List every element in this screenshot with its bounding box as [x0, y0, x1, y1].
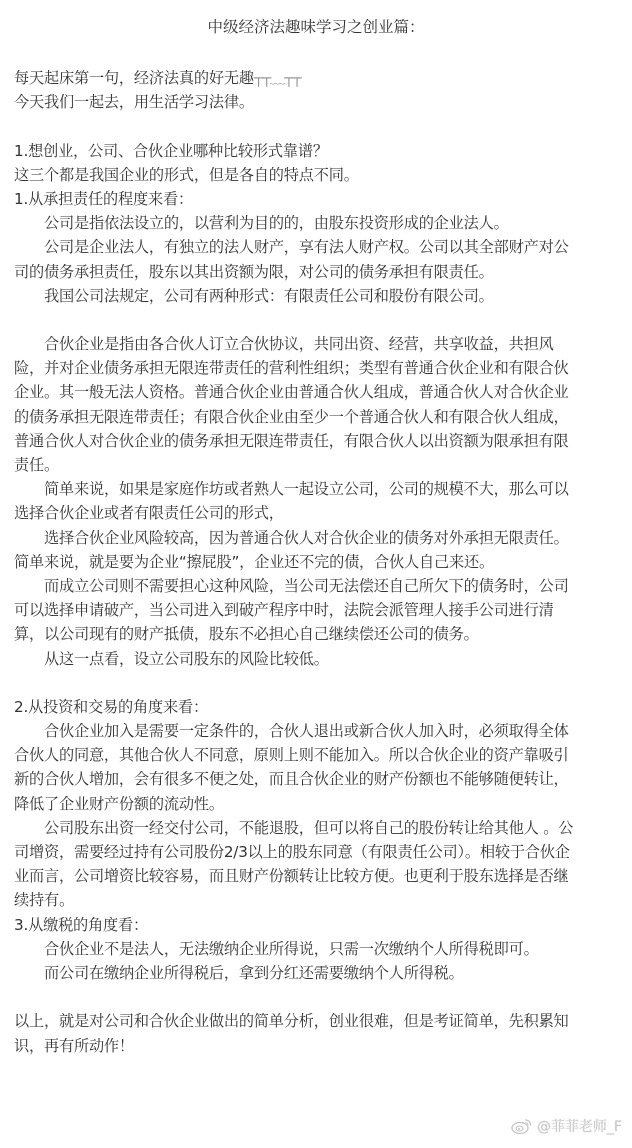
- intro-text: 每天起床第一句，经济法真的好无趣: [14, 69, 254, 87]
- text-line: 从这一点看，设立公司股东的风险比较低。: [44, 649, 329, 668]
- text-line: 1.从承担责任的程度来看：: [14, 189, 193, 208]
- text-line: 我国公司法规定，公司有两种形式：有限责任公司和股份有限公司。: [44, 286, 494, 305]
- text-line: 司的债务承担责任，股东以其出资额为限，对公司的债务承担有限责任。: [14, 262, 494, 281]
- weibo-icon: [511, 1117, 533, 1135]
- weibo-watermark: [511, 1116, 622, 1136]
- text-line: 简单来说，如果是家庭作坊或者熟人一起设立公司，公司的规模不大，那么可以: [44, 480, 569, 499]
- blank-line: [14, 114, 614, 138]
- text-line: 合伙企业是指由各合伙人订立合伙协议，共同出资、经营，共享收益，共担风: [44, 335, 554, 354]
- text-line: 1.想创业，公司、合伙企业哪种比较形式靠谱？: [14, 141, 328, 160]
- blank-line: [14, 985, 614, 1009]
- intro-line-1: [14, 66, 614, 90]
- text-line: 普通合伙人对合伙企业的债务承担无限连带责任，有限合伙人以出资额为限承担有限: [14, 431, 569, 450]
- text-line: 合伙人的同意，其他合伙人不同意，原则上则不能加入。所以合伙企业的资产靠吸引: [14, 746, 569, 765]
- text-line: 这三个都是我国企业的形式，但是各自的特点不同。: [14, 165, 359, 184]
- text-line: 公司股东出资一经交付公司，不能退股，但可以将自己的股份转让给其他人 。公: [44, 818, 574, 837]
- text-line: 公司是企业法人，有独立的法人财产，享有法人财产权。公司以其全部财产对公: [44, 238, 569, 257]
- text-line: 业而言，公司增资比较容易，而且财产份额转让比较方便。也更利于股东选择是否继: [14, 867, 569, 886]
- text-line: 新的合伙人增加，会有很多不便之处，而且合伙企业的财产份额也不能够随便转让，: [14, 770, 569, 789]
- text-line: 2.从投资和交易的角度来看：: [14, 697, 208, 716]
- text-line: 识，再有所动作！: [14, 1036, 134, 1055]
- intro-line-2: 今天我们一起去，用生活学习法律。: [14, 93, 254, 112]
- text-line: 合伙企业加入是需要一定条件的，合伙人退出或新合伙人加入时，必须取得全体: [44, 722, 569, 741]
- document-body: [14, 66, 614, 1058]
- text-line: 3.从缴税的角度看：: [14, 915, 148, 934]
- text-line: 简单来说，就是要为企业“擦屁股”，企业还不完的债，合伙人自己来还。: [14, 552, 494, 571]
- paragraph-lines: [14, 139, 614, 1058]
- text-line: 而公司在缴纳企业所得税后，拿到分红还需要缴纳个人所得税。: [44, 963, 464, 982]
- text-line: 降低了企业财产份额的流动性。: [14, 794, 224, 813]
- text-line: 而成立公司则不需要担心这种风险，当公司无法偿还自己所欠下的债务时，公司: [44, 576, 569, 595]
- text-line: 公司是指依法设立的，以营利为目的的，由股东投资形成的企业法人。: [44, 214, 509, 233]
- crying-emoticon: ┬┬﹏┬┬: [253, 69, 301, 87]
- text-line: 责任。: [14, 456, 59, 474]
- text-line: 可以选择申请破产，当公司进入到破产程序中时，法院会派管理人接手公司进行清: [14, 601, 554, 620]
- watermark-handle: @菲菲老师_F: [536, 1119, 622, 1135]
- blank-line: [14, 308, 614, 332]
- text-line: 企业。其一般无法人资格。普通合伙企业由普通合伙人组成，普通合伙人对合伙企业: [14, 383, 569, 402]
- text-line: 合伙企业不是法人，无法缴纳企业所得说，只需一次缴纳个人所得税即可。: [44, 939, 539, 958]
- text-line: 的债务承担无限连带责任；有限合伙企业由至少一个普通合伙人和有限合伙人组成，: [14, 407, 569, 426]
- text-line: 选择合伙企业或者有限责任公司的形式，: [14, 504, 284, 523]
- text-line: 续持有。: [14, 891, 74, 910]
- document-title: 中级经济法趣味学习之创业篇：: [207, 18, 425, 36]
- text-line: 险，并对企业债务承担无限连带责任的营利性组织；类型有普通合伙企业和有限合伙: [14, 359, 569, 378]
- text-line: 以上，就是对公司和合伙企业做出的简单分析，创业很难，但是考证简单，先积累知: [14, 1012, 569, 1031]
- text-line: 司增资，需要经过持有公司股份2/3以上的股东同意（有限责任公司）。相较于合伙企: [14, 843, 570, 861]
- blank-line: [14, 671, 614, 695]
- text-line: 算，以公司现有的财产抵债，股东不必担心自己继续偿还公司的债务。: [14, 625, 479, 644]
- text-line: 选择合伙企业风险较高，因为普通合伙人对合伙企业的债务对外承担无限责任。: [44, 528, 569, 547]
